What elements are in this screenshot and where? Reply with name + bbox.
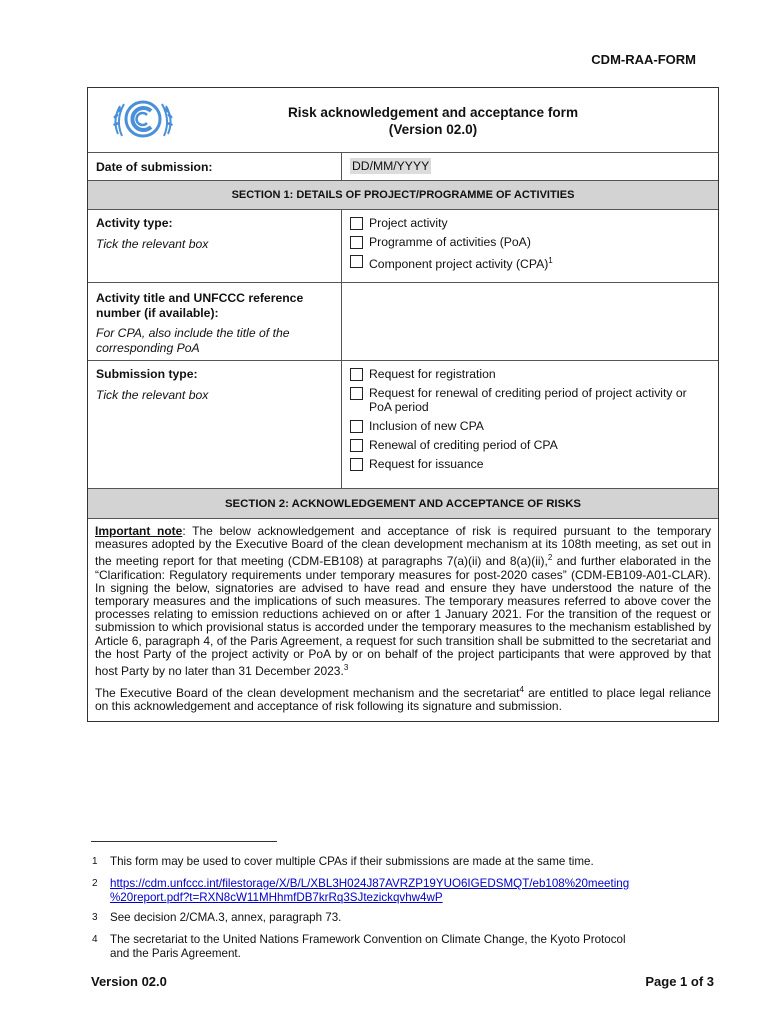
option-poa[interactable]: Programme of activities (PoA) [350, 235, 710, 249]
important-note: Important note: The below acknowledgement and acceptance of risk is required pursuant to the temporary measures adopted by the Executive Board of the clean development mechanism at its 108th meeting, as set out in the meeting report for that meeting (CDM-EB108) at paragraphs 7(a)(ii) and 8(a)(ii),$^2$ and further elaborated in the “Clarification: Regulatory requirements under temporary measures for post-2020 cases” (CDM-EB109-A01-CLAR). In signing the below, signatories are advised to have read and ensure they have understood the nature of the temporary measures and the implications of such measures. The temporary measures referred to above cover the processes relating to emission reductions achieved on or after 1 January 2021. For the transition of the request or submission to which provisional status is accorded under the temporary measures to the mechanism established by Article 6, paragraph 4, of the Paris Agreement, a request for such transition shall be submitted to the secretariat and the host Party of the project activity or PoA by or on behalf of the project participants that were approved by that host Party by no later than 31 December 2023.$^3$ The Executive Board of the clean development mechanism and the secretariat$^4$ are entitled to place legal reliance on this acknowledgement and acceptance of risk following its signature and submission. [95, 524, 711, 714]
important-note-label: Important note [95, 524, 183, 538]
activity-title-hint: For CPA, also include the title of the corresponding PoA [96, 326, 290, 355]
activity-type-hint: Tick the relevant box [96, 237, 209, 251]
activity-title-row [88, 282, 718, 360]
submission-type-label: Submission type: [96, 367, 198, 381]
section-2-heading: SECTION 2: ACKNOWLEDGEMENT AND ACCEPTANCE OF RISKS [88, 488, 718, 518]
submission-type-row [88, 360, 718, 488]
checkbox-icon[interactable] [350, 420, 363, 433]
footnote-4: 4 The secretariat to the United Nations Framework Convention on Climate Change, the Kyoto Protocol and the Paris Agreement. [92, 933, 626, 960]
option-renewal-crediting[interactable]: Request for renewal of crediting period of project activity or PoA period [350, 386, 710, 414]
title-line-2: (Version 02.0) [388, 122, 478, 137]
section-1-heading: SECTION 1: DETAILS OF PROJECT/PROGRAMME OF ACTIVITIES [88, 180, 718, 209]
option-renewal-cpa[interactable]: Renewal of crediting period of CPA [350, 438, 710, 452]
date-row [88, 152, 718, 180]
checkbox-icon[interactable] [350, 387, 363, 400]
option-issuance[interactable]: Request for issuance [350, 457, 710, 471]
checkbox-icon[interactable] [350, 458, 363, 471]
footnote-3: 3 See decision 2/CMA.3, annex, paragraph 73. [92, 911, 342, 924]
footer-version: Version 02.0 [91, 974, 167, 989]
option-cpa[interactable]: Component project activity (CPA)$^1$ [350, 254, 710, 271]
important-note-row [88, 518, 718, 721]
title-line-1: Risk acknowledgement and acceptance form [287, 105, 579, 120]
checkbox-icon[interactable] [350, 368, 363, 381]
checkbox-icon[interactable] [350, 217, 363, 230]
unfccc-emblem-icon [110, 94, 176, 146]
activity-type-row [88, 209, 718, 282]
option-registration[interactable]: Request for registration [350, 367, 710, 381]
option-project-activity[interactable]: Project activity [350, 216, 710, 230]
footer-page-number: Page 1 of 3 [645, 974, 714, 989]
footnote-1: 1 This form may be used to cover multiple CPAs if their submissions are made at the same time. [92, 855, 594, 868]
unfccc-logo [88, 88, 248, 152]
form-code: CDM-RAA-FORM [591, 52, 696, 67]
checkbox-icon[interactable] [350, 255, 363, 268]
checkbox-icon[interactable] [350, 236, 363, 249]
activity-type-label: Activity type: [96, 216, 173, 230]
checkbox-icon[interactable] [350, 439, 363, 452]
option-inclusion-cpa[interactable]: Inclusion of new CPA [350, 419, 710, 433]
submission-type-hint: Tick the relevant box [96, 388, 209, 402]
activity-title-input[interactable] [342, 283, 718, 360]
form-header [88, 88, 718, 152]
footnote-link[interactable]: https://cdm.unfccc.int/filestorage/X/B/L/XBL3H024J87AVRZP19YUO6IGEDSMQT/eb108%20meeting %20report.pdf?t=RXN8cW11MHhmfDB7krRq3SJtezickqvhw4wP [110, 877, 630, 904]
footnote-divider [91, 841, 277, 842]
form-title [248, 88, 718, 152]
activity-title-label: Activity title and UNFCCC reference number (if available): [96, 291, 304, 320]
footnote-2: 2 https://cdm.unfccc.int/filestorage/X/B/L/XBL3H024J87AVRZP19YUO6IGEDSMQT/eb108%20meeting %20report.pdf?t=RXN8cW11MHhmfDB7krRq3SJtezickqvhw4wP [92, 877, 630, 904]
date-label: Date of submission: [88, 153, 342, 180]
date-input[interactable]: DD/MM/YYYY [352, 159, 430, 173]
risk-form [87, 87, 719, 722]
